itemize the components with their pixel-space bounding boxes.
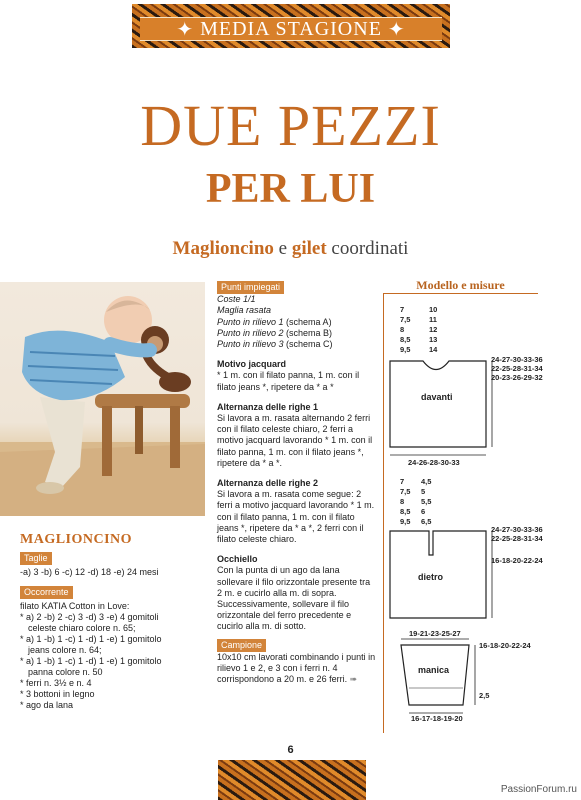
occorrente-line: celeste chiaro colore n. 65;	[28, 623, 136, 633]
back-side: 22-25-28-31-34	[491, 534, 543, 543]
back-side2: 16-18-20-22-24	[491, 556, 543, 565]
ornament-icon: ✦	[176, 18, 195, 41]
middle-column	[217, 281, 377, 686]
taglie-text: -a) 3 -b) 6 -c) 12 -d) 18 -e) 24 mesi	[20, 567, 159, 577]
punto-name: Punto in rilievo 2	[217, 327, 284, 338]
header-banner	[132, 4, 450, 48]
back-neck-left: 8,5	[400, 507, 411, 516]
front-side: 24-27-30-33-36	[491, 355, 543, 364]
punto-name: Maglia rasata	[217, 305, 272, 316]
punti-tag: Punti impiegati	[217, 281, 284, 294]
punto-name: Punto in rilievo 3	[217, 339, 284, 350]
tagline-coordinati: coordinati	[326, 238, 409, 259]
motivo-text: * 1 m. con il filato panna, 1 m. con il filato jeans *, ripetere da * a *	[217, 370, 360, 392]
front-width: 24-26-28-30-33	[408, 458, 460, 467]
ornament-icon: ✦	[387, 18, 406, 41]
motivo-title: Motivo jacquard	[217, 359, 287, 370]
punto-name: Coste 1/1	[217, 294, 256, 305]
back-neck-right: 5	[421, 487, 426, 496]
tagline-e: e	[273, 238, 292, 259]
sleeve-side: 16-18-20-22-24	[479, 641, 531, 650]
punto-schema: (schema B)	[283, 327, 333, 338]
front-neck-left: 8,5	[400, 335, 411, 344]
front-neck-left: 8	[400, 325, 405, 334]
front-neck-right: 11	[429, 315, 437, 324]
occorrente-line: * a) 1 -b) 1 -c) 1 -d) 1 -e) 1 gomitolo	[20, 634, 162, 644]
diagram-title: Modello e misure	[416, 278, 505, 292]
back-neck-values	[400, 477, 431, 526]
front-neck-right: 12	[429, 325, 438, 334]
front-side: 22-25-28-31-34	[491, 364, 543, 373]
back-neck-right: 6	[421, 507, 426, 516]
back-neck-left: 8	[400, 497, 405, 506]
occorrente-line: * a) 1 -b) 1 -c) 1 -d) 1 -e) 1 gomitolo	[20, 656, 162, 666]
sleeve-cuff: 2,5	[479, 691, 490, 700]
punto-schema: (schema A)	[283, 316, 332, 327]
sleeve-top: 19-21-23-25-27	[409, 629, 461, 638]
back-label: dietro	[418, 572, 444, 582]
baby-photo	[0, 282, 205, 516]
punto-name: Punto in rilievo 1	[217, 316, 284, 327]
back-neck-right: 5,5	[421, 497, 432, 506]
campione-tag: Campione	[217, 639, 266, 652]
tagline-maglioncino: Maglioncino	[172, 238, 274, 259]
watermark: PassionForum.ru	[500, 784, 577, 795]
front-side: 20-23-26-29-32	[491, 373, 543, 382]
tagline-gilet: gilet	[291, 238, 327, 259]
occorrente-tag: Occorrente	[20, 586, 73, 599]
section-title-maglioncino: MAGLIONCINO	[20, 532, 133, 547]
alt2-title: Alternanza delle righe 2	[217, 478, 319, 489]
occorrente-line: filato KATIA Cotton in Love:	[20, 601, 130, 611]
main-subtitle: PER LUI	[205, 166, 376, 212]
back-neck-left: 9,5	[400, 517, 411, 526]
alt1-title: Alternanza delle righe 1	[217, 401, 319, 412]
footer-banner	[218, 760, 366, 800]
back-neck-right: 6,5	[421, 517, 432, 526]
left-column	[20, 552, 200, 711]
front-neck-values	[400, 305, 438, 354]
front-label: davanti	[421, 392, 453, 402]
occhiello-text: Con la punta di un ago da lana sollevare il filo orizzontale presente tra 2 m. e cucirlo alla m. di sopra. Successivamente, sollevare il filo orizzontale del ferro precedente e cucirlo alla m. di sotto.	[217, 565, 371, 632]
alt1-text: Si lavora a m. rasata alternando 2 ferri con il filato celeste chiaro, 2 ferri a motivo jacquard lavorando * 1 m. con il filato panna, 1 m. con il filato jeans *, ripetere da * a *.	[217, 413, 373, 468]
front-neck-right: 13	[429, 335, 438, 344]
front-piece	[390, 361, 486, 447]
sleeve-bottom: 16-17-18-19-20	[411, 714, 463, 723]
front-neck-left: 7	[400, 305, 405, 314]
front-neck-left: 9,5	[400, 345, 411, 354]
occorrente-line: * ago da lana	[20, 700, 74, 710]
arrow-icon: ➠	[349, 674, 358, 685]
punto-schema: (schema C)	[283, 339, 333, 350]
front-neck-left: 7,5	[400, 315, 411, 324]
page-number: 6	[287, 744, 294, 756]
occorrente-line: panna colore n. 50	[28, 667, 103, 677]
banner-title: MEDIA STAGIONE	[200, 17, 382, 40]
occorrente-line: * ferri n. 3½ e n. 4	[20, 678, 92, 688]
occorrente-line: * 3 bottoni in legno	[20, 689, 95, 699]
campione-text: 10x10 cm lavorati combinando i punti in rilievo 1 e 2, e 3 con i ferri n. 4 corrispondono a 20 m. e 26 ferri.	[217, 651, 376, 685]
sleeve-piece	[401, 645, 469, 705]
occorrente-line: * a) 2 -b) 2 -c) 3 -d) 3 -e) 4 gomitoli	[20, 612, 159, 622]
alt2-text: Si lavora a m. rasata come segue: 2 ferri a motivo jacquard lavorando * 1 m. con il filato panna, 1 m. con il filato jeans *, ripetere da * a *, 2 ferri con il filato celeste chiaro.	[217, 489, 375, 545]
back-side: 24-27-30-33-36	[491, 525, 543, 534]
main-title: DUE PEZZI	[140, 93, 441, 158]
back-neck-left: 7,5	[400, 487, 411, 496]
front-neck-right: 14	[429, 345, 438, 354]
front-neck-right: 10	[429, 305, 438, 314]
schematic-diagram	[381, 300, 581, 740]
sleeve-label: manica	[418, 665, 450, 675]
occhiello-title: Occhiello	[217, 554, 258, 565]
back-neck-right: 4,5	[421, 477, 432, 486]
taglie-tag: Taglie	[20, 552, 52, 565]
tagline	[0, 238, 581, 260]
back-neck-left: 7	[400, 477, 405, 486]
divider	[383, 293, 538, 294]
occorrente-line: jeans colore n. 64;	[28, 645, 102, 655]
